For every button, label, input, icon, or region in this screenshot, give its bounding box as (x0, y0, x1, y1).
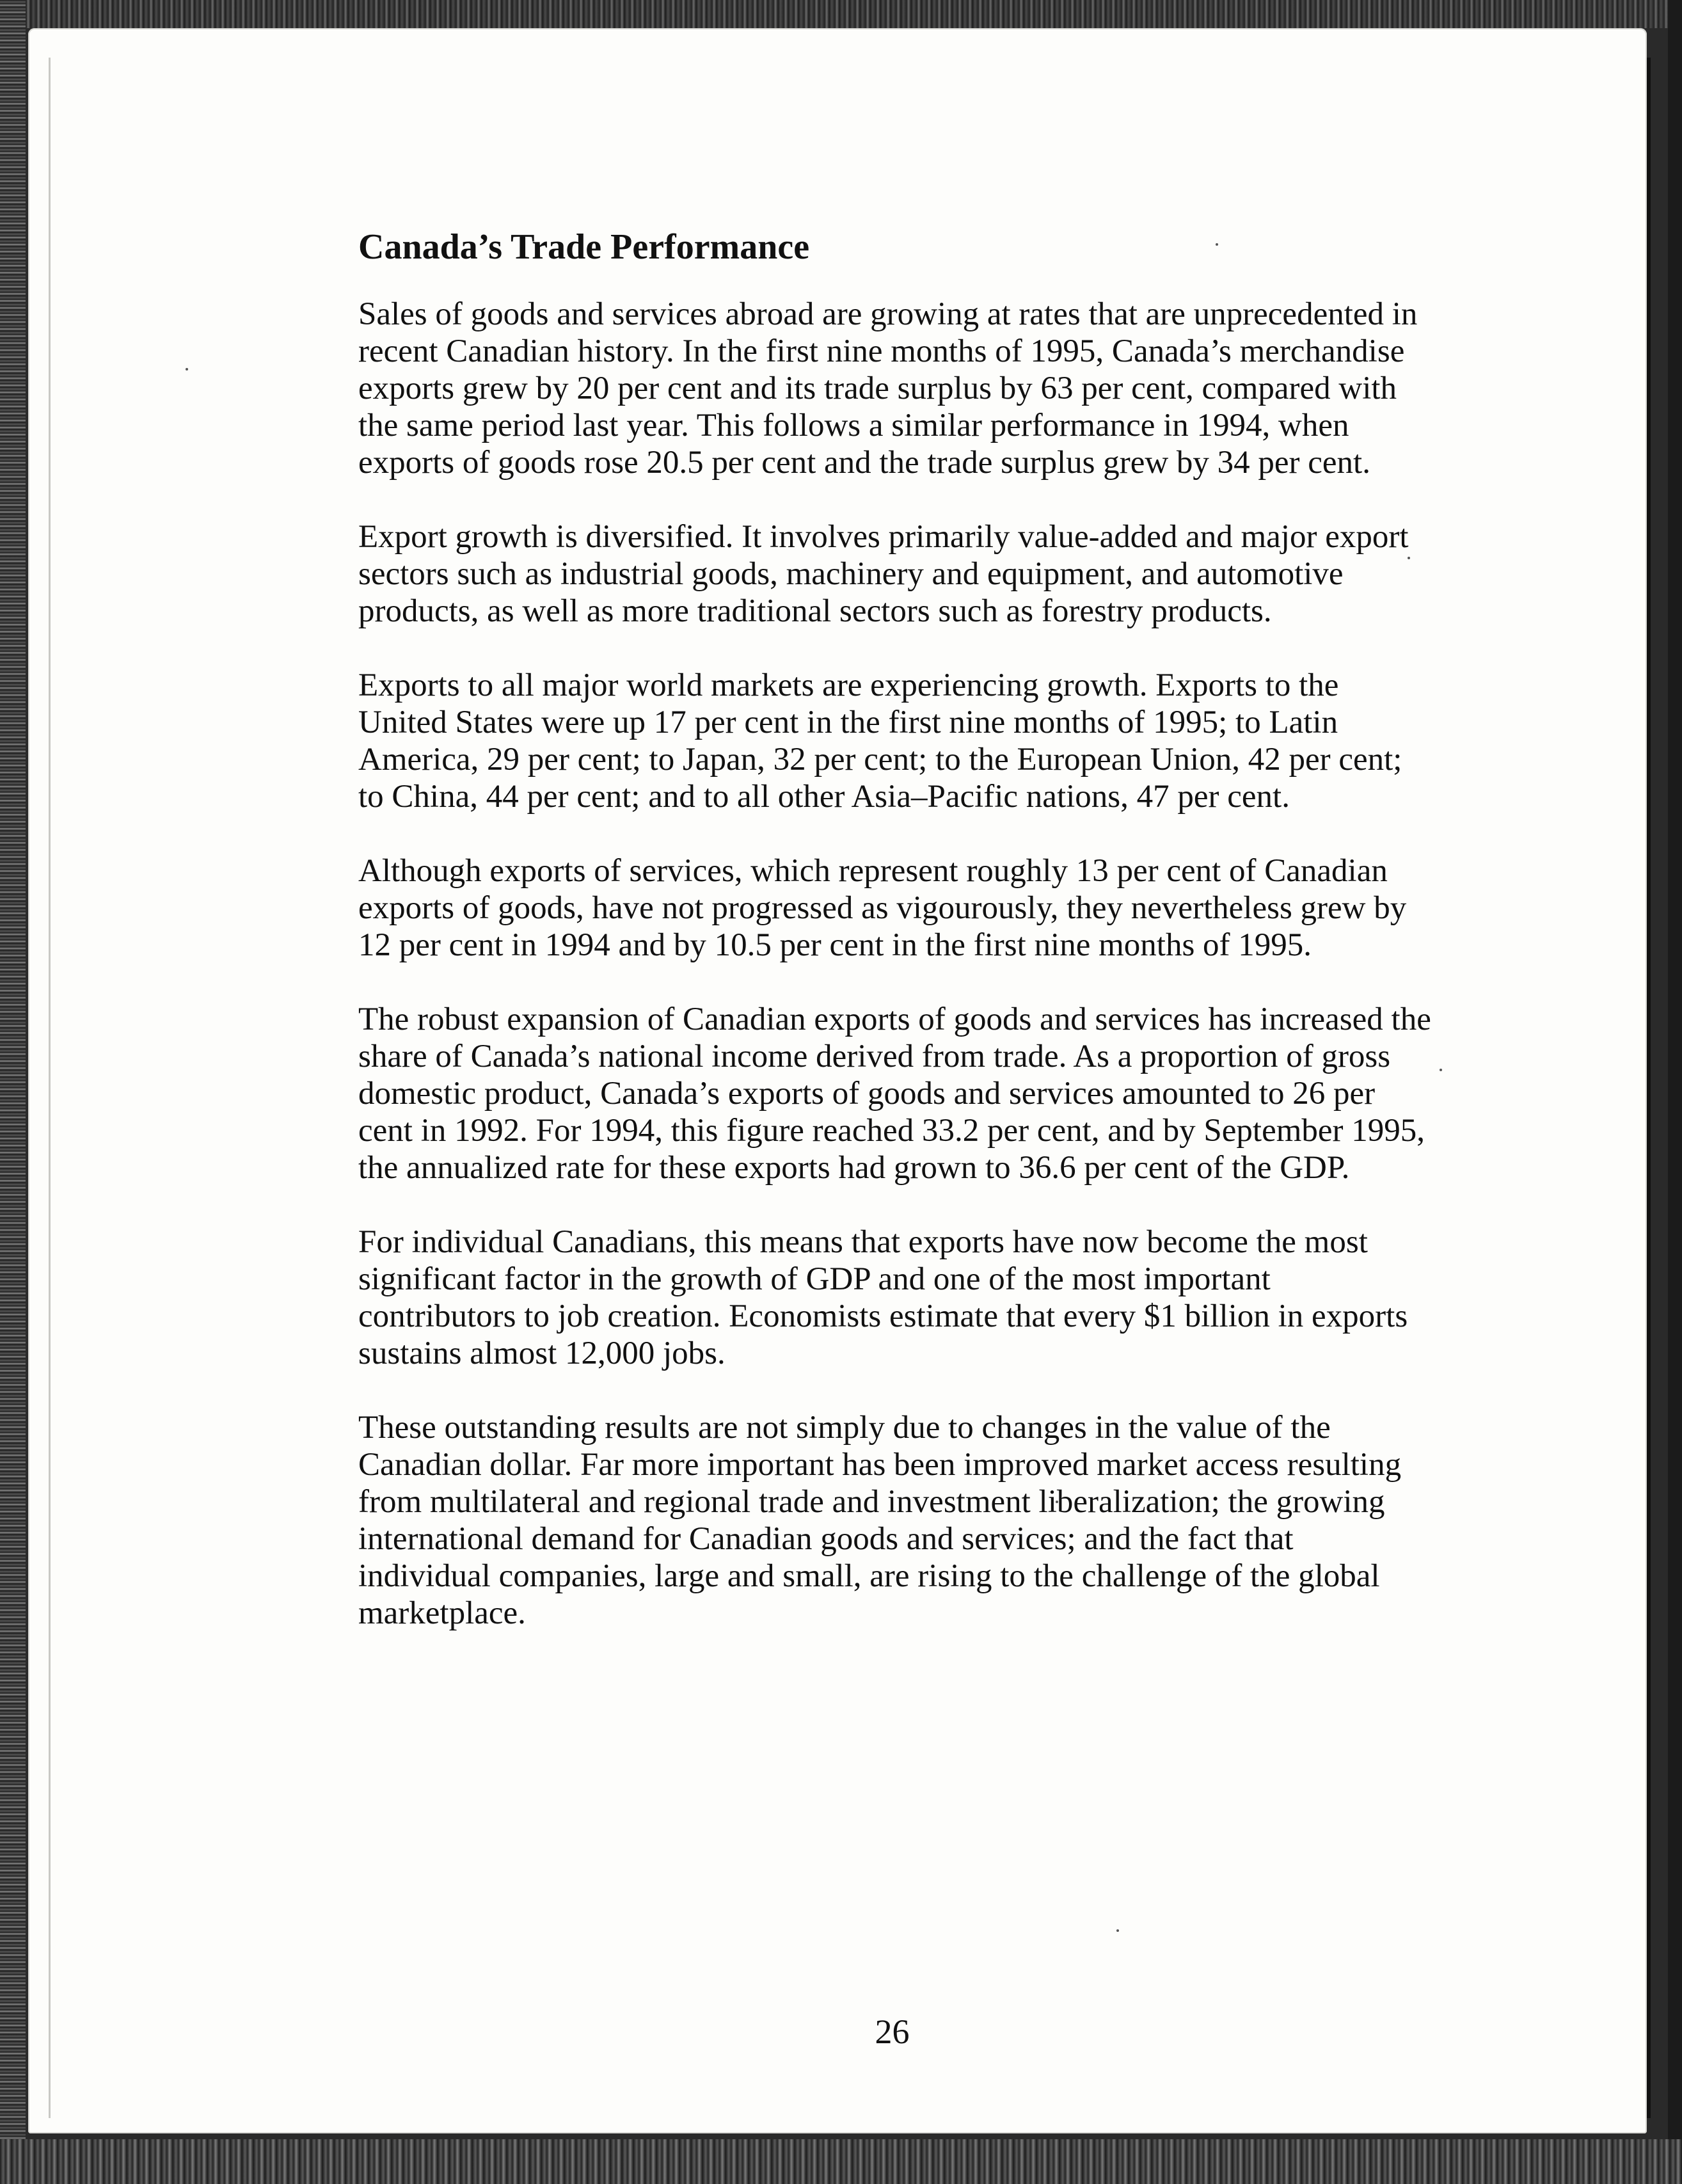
document-title: Canada’s Trade Performance (358, 227, 810, 267)
paragraph-national-income-share: The robust expansion of Canadian exports of goods and services has increased the share of Canada’s national income derived from trade. As a proportion of gross domestic product, Canada’s exports of goods and services amounted to 26 per cent in 1992. For 1994, this figure reached 33.2 per cent, and by September 1995, the annualized rate for these exports had grown to 36.6 per cent of the GDP. (358, 1001, 1431, 1186)
scan-left-edge (0, 0, 26, 2184)
scan-speck (1116, 1929, 1119, 1932)
page-number: 26 (875, 2013, 910, 2051)
page-right-edge-line (1647, 58, 1651, 2118)
scan-bottom-edge (0, 2139, 1682, 2184)
paragraph-world-markets: Exports to all major world markets are experiencing growth. Exports to the United States were up 17 per cent in the first nine months of 1995; to Latin America, 29 per cent; to Japan, 32 per cent; to the European Union, 42 per cent; to China, 44 per cent; and to all other Asia–Pacific nations, 47 per cent. (358, 667, 1402, 815)
scan-right-edge (1668, 0, 1682, 2184)
paragraph-job-creation: For individual Canadians, this means that exports have now become the most significant factor in the growth of GDP and one of the most important contributors to job creation. Economists estimate that every $1 billion in exports sustains almost 12,000 jobs. (358, 1224, 1408, 1371)
scan-top-edge (0, 0, 1682, 28)
page-left-edge-line (49, 58, 51, 2118)
paragraph-market-access: These outstanding results are not simply due to changes in the value of the Canadian dollar. Far more important has been improved market access resulting from multilateral and regional trade and investment liberalization; the growing international demand for Canadian goods and services; and the fact that individual companies, large and small, are rising to the challenge of the global marketplace. (358, 1410, 1402, 1631)
document-body (358, 224, 1446, 1669)
paragraph-export-diversification: Export growth is diversified. It involves primarily value-added and major export sectors such as industrial goods, machinery and equipment, and automotive products, as well as more traditional sectors such as forestry products. (358, 519, 1409, 629)
scan-speck (186, 368, 188, 371)
paragraph-trade-growth: Sales of goods and services abroad are growing at rates that are unprecedented in recent Canadian history. In the first nine months of 1995, Canada’s merchandise exports grew by 20 per cent and its trade surplus by 63 per cent, compared with the same period last year. This follows a similar performance in 1994, when exports of goods rose 20.5 per cent and the trade surplus grew by 34 per cent. (358, 296, 1418, 481)
paragraph-services-exports: Although exports of services, which represent roughly 13 per cent of Canadian exports of goods, have not progressed as vigourously, they nevertheless grew by 12 per cent in 1994 and by 10.5 per cent in the first nine months of 1995. (358, 853, 1407, 963)
